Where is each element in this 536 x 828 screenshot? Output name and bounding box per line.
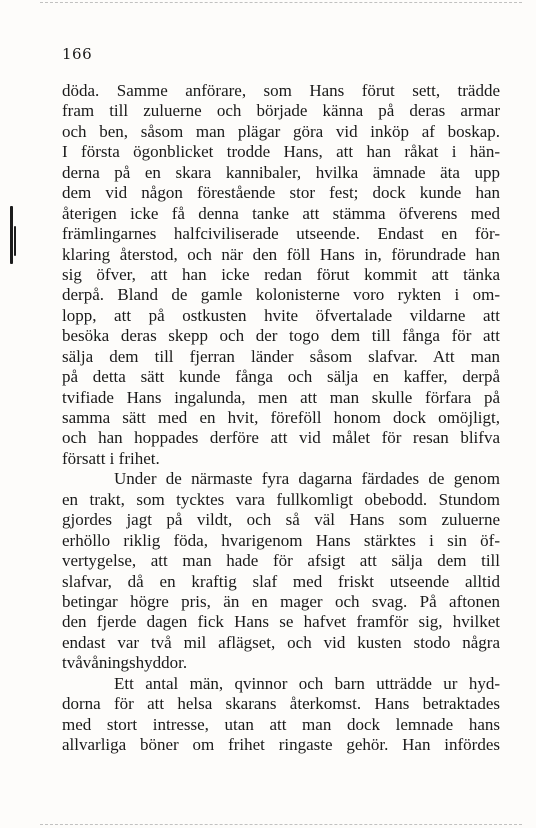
scan-margin-mark xyxy=(14,226,16,256)
text-line: försatt i frihet. xyxy=(62,448,160,468)
text-line: samma sätt med en hvit, föreföll honom dock omöjligt, xyxy=(62,408,500,427)
text-line: derpå. Bland de gamle kolonisterne voro rykten i om- xyxy=(62,285,500,305)
text-line: återigen icke få denna tanke att stämma öfverens med xyxy=(62,203,500,223)
text-line: endast var två mil aflägset, och vid kusten stodo några xyxy=(62,632,500,652)
body-text xyxy=(62,81,500,755)
text-line: döda. Samme anförare, som Hans förut sett, trädde xyxy=(62,81,500,100)
text-line: med stort intresse, utan att man dock lemnade hans xyxy=(62,714,500,734)
text-line: slafvar, då en kraftig slaf med friskt utseende alltid xyxy=(62,571,500,591)
text-line: sig öfver, att han icke redan förut kommit att tänka xyxy=(62,264,500,284)
text-line: tvifiade Hans ingalunda, men att man skulle förfara på xyxy=(62,387,500,407)
page-number: 166 xyxy=(62,45,93,63)
text-line: och ben, såsom man plägar göra vid inköp af boskap. xyxy=(62,121,500,141)
text-line: den fjerde dagen fick Hans se hafvet framför sig, hvilket xyxy=(62,612,500,632)
text-line: främlingarnes halfciviliserade utseende. Endast en för- xyxy=(62,224,500,244)
text-line: lopp, att på ostkusten hvite öfvertalade vildarne att xyxy=(62,305,500,325)
text-line: betingar högre pris, än en mager och svag. På aftonen xyxy=(62,591,500,611)
text-line: Ett antal män, qvinnor och barn utträdde ur hyd- xyxy=(114,673,500,693)
text-line: en trakt, som tycktes vara fullkomligt obebodd. Stundom xyxy=(62,489,500,509)
text-line: på detta sätt kunde fånga och sälja en kaffer, derpå xyxy=(62,367,500,387)
text-line: tvåvåningshyddor. xyxy=(62,653,188,673)
scan-margin-mark xyxy=(10,206,13,264)
text-line: dorna för att helsa skarans återkomst. Hans betraktades xyxy=(62,694,500,714)
text-line: erhöllo riklig föda, hvarigenom Hans stärktes i sin öf- xyxy=(62,530,500,550)
text-line: Under de närmaste fyra dagarna färdades de genom xyxy=(114,469,500,489)
text-line: fram till zuluerne och började känna på deras armar xyxy=(62,101,500,121)
text-line: allvarliga böner om frihet ringaste gehör. Han infördes xyxy=(62,735,500,754)
text-line: vertygelse, att man hade för afsigt att sälja dem till xyxy=(62,551,500,571)
page-bottom-edge xyxy=(40,824,522,825)
text-line: och han hoppades derföre att vid målet för resan blifva xyxy=(62,428,500,448)
text-line: sälja dem till fjerran länder såsom slafvar. Att man xyxy=(62,346,500,366)
text-line: gjordes jagt på vildt, och så väl Hans som zuluerne xyxy=(62,510,500,530)
text-line: besöka deras skepp och der togo dem till fånga för att xyxy=(62,326,500,346)
page-top-edge xyxy=(40,2,522,3)
text-line: klaring återstod, och när den föll Hans in, förundrade han xyxy=(62,244,500,264)
text-line: dem vid någon förestående stor fest; dock kunde han xyxy=(62,183,500,203)
text-line: derna på en skara kannibaler, hvilka ämnade äta upp xyxy=(62,162,500,182)
text-line: I första ögonblicket trodde Hans, att han råkat i hän- xyxy=(62,142,500,162)
